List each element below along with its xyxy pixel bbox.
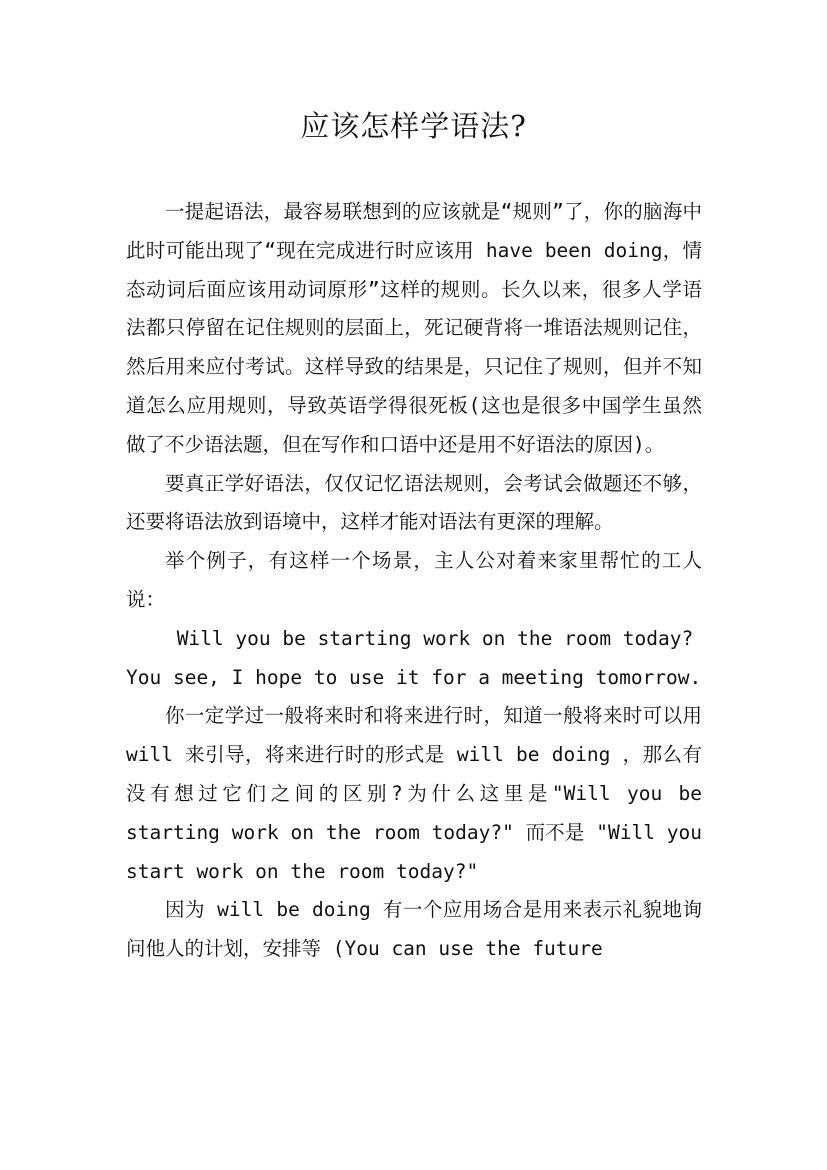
paragraph-2: 要真正学好语法，仅仅记忆语法规则，会考试会做题还不够，还要将语法放到语境中，这样才能对语法有更深的理解。 — [126, 471, 702, 534]
example-line-2: You see, I hope to use it for a meeting tomorrow. — [126, 665, 702, 689]
paragraph-5: 因为 will be doing 有一个应用场合是用来表示礼貌地询问他人的计划，安排等 (You can use the future — [126, 898, 702, 961]
document-body — [126, 193, 702, 969]
paragraph-1: 一提起语法，最容易联想到的应该就是“规则”了，你的脑海中此时可能出现了“现在完成进行时应该用 have been doing，情态动词后面应该用动词原形”这样的规则。长久以来，很多人学语法都只停留在记住规则的层面上，死记硬背将一堆语法规则记住，然后用来应付考试。这样导致的结果是，只记住了规则，但并不知道怎么应用规则，导致英语学得很死板(这也是很多中国学生虽然做了不少语法题，但在写作和口语中还是用不好语法的原因)。 — [126, 200, 702, 456]
example-sentence — [126, 620, 702, 698]
paragraph-3: 举个例子，有这样一个场景，主人公对着来家里帮忙的工人说： — [126, 549, 702, 611]
document-title: 应该怎样学语法? — [300, 109, 527, 143]
example-line-1: Will you be starting work on the room today? — [176, 626, 694, 650]
paragraph-4: 你一定学过一般将来时和将来进行时，知道一般将来时可以用 will 来引导，将来进行时的形式是 will be doing ，那么有没有想过它们之间的区别?为什么这里是"Will you be starting work on the room today?" 而不是 "Will you start work on the room today?" — [126, 704, 702, 883]
